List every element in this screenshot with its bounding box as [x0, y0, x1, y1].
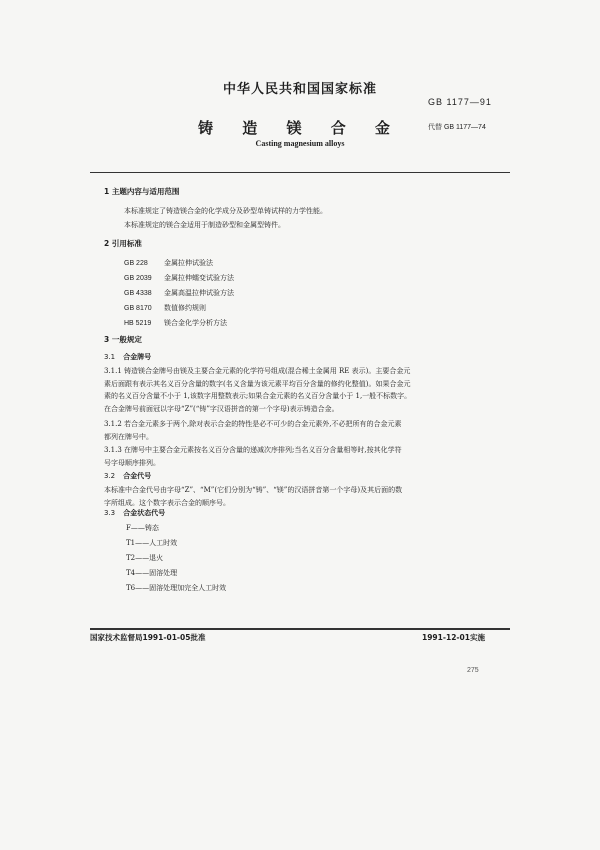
approval-line: 国家技术监督局1991-01-05批准 — [90, 633, 206, 642]
subsection-number: 3.2 — [104, 472, 116, 480]
temper-desc: 固溶处理加完全人工时效 — [149, 584, 227, 592]
replaces-standard: 代替 GB 1177—74 — [428, 124, 486, 131]
subsection-title: 合金代号 — [123, 472, 152, 480]
clause-3-1-2 — [104, 418, 402, 443]
temper-code: F — [126, 524, 131, 532]
clause-3-1-3 — [104, 444, 402, 469]
clause-3-1-1 — [104, 365, 411, 415]
temper-desc: 固溶处理 — [149, 569, 178, 577]
temper-desc: 退火 — [149, 554, 164, 562]
subsection-number: 3.1 — [104, 353, 116, 361]
text-line: 本标准中合金代号由字母“Z”、“M”(它们分别为“铸”、“镁”的汉语拼音第一个字母)及其后面的数 — [104, 486, 403, 494]
reference-list — [124, 256, 234, 331]
temper-item: F——铸态 — [126, 524, 159, 532]
subsection-3-2-heading — [104, 471, 151, 481]
text-line: 都列在牌号中。 — [104, 432, 153, 441]
standard-number: GB 1177—91 — [428, 97, 492, 107]
temper-item: T1——人工时效 — [126, 539, 178, 547]
temper-list — [126, 521, 226, 596]
text-line: 在合金牌号前面冠以字母“Z”(“铸”字汉语拼音的第一个字母)表示铸造合金。 — [104, 404, 339, 413]
temper-item: T6——固溶处理加完全人工时效 — [126, 584, 227, 592]
subsection-3-3-heading — [104, 508, 165, 518]
reference-item — [124, 256, 234, 271]
text-line: 3.1.1 铸造镁合金牌号由镁及主要合金元素的化学符号组成(混合稀土金属用 RE 表示)。主要合金元 — [104, 367, 411, 375]
text-line: 3.1.2 若合金元素多于两个,除对表示合金的特性是必不可少的合金元素外,不必把所有的合金元素 — [104, 420, 402, 428]
subsection-3-1-heading — [104, 352, 151, 362]
reference-item — [124, 301, 234, 316]
header-rule — [90, 172, 510, 173]
temper-code: T2 — [126, 554, 136, 562]
subsection-title: 合金牌号 — [123, 353, 152, 361]
reference-title: 金属拉伸蠕变试验方法 — [164, 274, 234, 282]
section-2-heading: 2 引用标准 — [104, 239, 142, 248]
text-line: 素的名义百分含量不小于 1,该数字用整数表示;如果合金元素的名义百分含量小于 1,一般不标数字。 — [104, 392, 412, 400]
temper-desc: 人工时效 — [149, 539, 178, 547]
temper-code: T4 — [126, 569, 136, 577]
subsection-title: 合金状态代号 — [123, 509, 166, 517]
footer-rule — [90, 628, 510, 630]
section-1-heading: 1 主题内容与适用范围 — [104, 187, 180, 196]
text-line: 3.1.3 在牌号中主要合金元素按名义百分含量的递减次序排列;当名义百分含量相等时,按其化学符 — [104, 446, 402, 454]
reference-item — [124, 316, 234, 331]
temper-code: T6 — [126, 584, 136, 592]
reference-item — [124, 286, 234, 301]
reference-item — [124, 271, 234, 286]
reference-code: GB 8170 — [124, 305, 152, 312]
reference-code: GB 2039 — [124, 275, 152, 282]
reference-title: 金属拉伸试验法 — [164, 259, 213, 267]
temper-item: T2——退火 — [126, 554, 164, 562]
reference-title: 金属高温拉伸试验方法 — [164, 289, 234, 297]
section-1-paragraph-1: 本标准规定了铸造镁合金的化学成分及砂型单铸试样的力学性能。 — [124, 207, 327, 215]
reference-code: GB 4338 — [124, 290, 152, 297]
text-line: 素后面跟有表示其名义百分含量的数字(名义含量为该元素平均百分含量的修约化整值)。如果合金元 — [104, 379, 411, 388]
temper-item: T4——固溶处理 — [126, 569, 178, 577]
text-line: 号字母顺序排列。 — [104, 458, 160, 467]
temper-desc: 铸态 — [144, 524, 159, 532]
reference-code: HB 5219 — [124, 320, 152, 327]
page-number: 275 — [467, 667, 479, 674]
clause-3-2 — [104, 484, 402, 509]
subsection-number: 3.3 — [104, 509, 116, 517]
reference-title: 数值修约规则 — [164, 304, 206, 312]
section-3-heading: 3 一般规定 — [104, 335, 142, 344]
english-title: Casting magnesium alloys — [255, 139, 345, 148]
document-title: 铸 造 镁 合 金 — [198, 119, 402, 137]
issuing-body: 中华人民共和国国家标准 — [222, 82, 377, 97]
reference-title: 镁合金化学分析方法 — [164, 319, 227, 327]
implementation-date: 1991-12-01实施 — [422, 633, 485, 642]
temper-code: T1 — [126, 539, 136, 547]
text-line: 字所组成。这个数字表示合金的顺序号。 — [104, 498, 230, 507]
reference-code: GB 228 — [124, 260, 148, 267]
section-1-paragraph-2: 本标准规定的镁合金适用于制造砂型和金属型铸件。 — [124, 221, 285, 229]
